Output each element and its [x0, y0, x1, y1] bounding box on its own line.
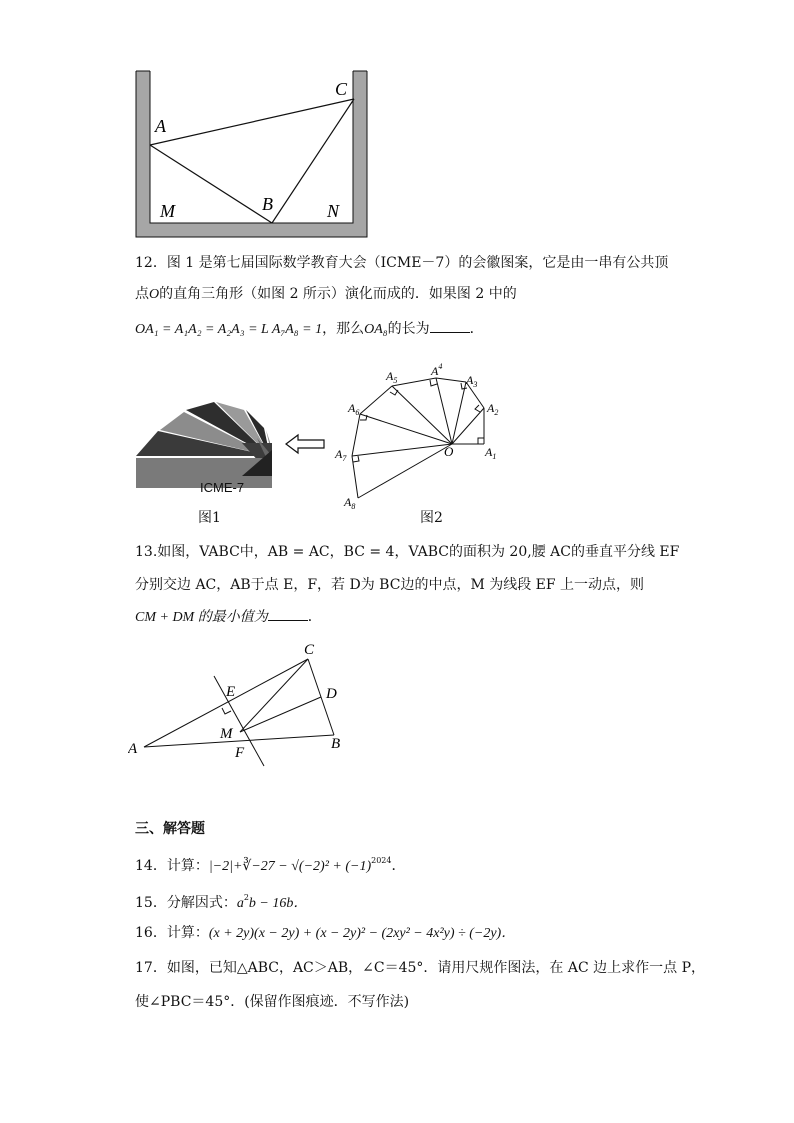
left-arrow-icon — [284, 433, 326, 455]
svg-text:A2: $A_2$ — [487, 401, 499, 417]
fig2-label-A5: A — [386, 369, 394, 383]
q13-line3-pre: CM + DM 的最小值为 — [135, 610, 268, 625]
q15-expr-a: a — [236, 896, 244, 911]
q15-expr-exp: 2 — [243, 893, 249, 902]
fig2-label-A3: A — [466, 373, 474, 387]
svg-text:A5: $A_5$ — [386, 369, 398, 385]
svg-text:A4: $A^4$ — [431, 362, 443, 378]
q13-line3 — [135, 606, 322, 628]
label-M: M — [160, 201, 175, 221]
q12-var-OA8: OA₈ — [364, 322, 388, 337]
svg-text:A6: $A_6$ — [348, 401, 360, 417]
q12-equation: OA₁ = A₁A₂ = A₂A₃ = L A₇A₈ = 1 — [135, 322, 323, 337]
q13-label-M: M — [220, 726, 233, 742]
q13-answer-blank[interactable] — [268, 606, 308, 621]
container-triangle-figure — [130, 65, 375, 245]
q13-label-C: C — [304, 642, 315, 658]
fig2-label-A7: A — [335, 447, 343, 461]
q16-line — [135, 923, 515, 944]
q12-line1: 12．图 1 是第七届国际数学教育大会（ICME－7）的会徽图案，它是由一串有公共顶 — [135, 255, 669, 271]
fig2-caption: 图2 — [420, 510, 443, 526]
fig2-label-A1: A — [485, 445, 493, 459]
label-A: A — [155, 116, 166, 136]
triangle-abc-figure — [128, 640, 368, 770]
svg-text:A3: $A_3$ — [466, 373, 478, 389]
q14-end: ． — [391, 858, 406, 874]
q12-line3-post: 的长为 — [387, 321, 430, 337]
q15-expr-rest: b − 16b． — [248, 896, 308, 911]
q12-line3-end: ． — [469, 321, 484, 337]
q13-label-F: F — [235, 745, 245, 761]
q15-line — [135, 888, 307, 914]
q12-answer-blank[interactable] — [430, 318, 470, 333]
q13-label-D: D — [326, 686, 337, 702]
label-N: N — [327, 201, 340, 221]
fig2-label-A4: A — [431, 364, 439, 378]
q14-prefix: 14．计算： — [135, 858, 209, 874]
fig2-label-A6: A — [348, 401, 356, 415]
q16-expression: (x + 2y)(x − 2y) + (x − 2y)² − (2xy² − 4x²y) ÷ (−2y)． — [208, 926, 516, 941]
q13-label-A: A — [128, 741, 138, 757]
fig1-caption: 图1 — [198, 510, 221, 526]
label-C: C — [335, 79, 348, 99]
fig2-label-A2: A — [487, 401, 495, 415]
svg-text:A1: $A_1$ — [485, 445, 497, 461]
q12-line2-post: 的直角三角形（如图 2 所示）演化而成的．如果图 2 中的 — [159, 286, 517, 302]
q13-label-B: B — [331, 736, 341, 752]
q13-line1: 13.如图，VABC中，AB = AC，BC = 4，VABC的面积为 20,腰 AC的垂直平分线 EF — [135, 544, 680, 560]
q13-line2: 分别交边 AC，AB于点 E，F，若 D为 BC边的中点，M 为线段 EF 上一动点，则 — [135, 577, 645, 593]
q13-line3-end: ． — [307, 609, 322, 625]
svg-text:A8: $A_8$ — [344, 495, 356, 511]
q17-line1: 17．如图，已知△ABC，AC＞AB，∠C＝45°．请用尺规作图法，在 AC 边上求作一点 P， — [135, 960, 706, 976]
section-title: 三、解答题 — [135, 821, 205, 837]
q12-line3-mid: ，那么 — [322, 321, 365, 337]
q12-line2-pre: 点 — [135, 286, 149, 302]
fig2-label-A8: A — [344, 495, 352, 509]
q16-prefix: 16．计算： — [135, 925, 209, 941]
q12-point-O: O — [149, 287, 160, 302]
spiral-triangles-figure — [330, 358, 510, 518]
q15-prefix: 15．分解因式： — [135, 895, 237, 911]
q12-line2 — [135, 284, 517, 305]
q17-line2: 使∠PBC＝45°．(保留作图痕迹．不写作法) — [135, 994, 410, 1010]
svg-text:A7: $A_7$ — [335, 447, 347, 463]
label-B: B — [262, 194, 273, 214]
q14-expression: |−2|+∛−27 − √(−2)² + (−1) — [208, 859, 372, 874]
q14-line — [135, 851, 405, 877]
icme-logo-label: ICME-7 — [200, 480, 245, 495]
q13-label-E: E — [226, 684, 236, 700]
q14-exponent: 2024 — [371, 856, 392, 865]
fig2-label-O: O — [444, 444, 454, 459]
q12-line3 — [135, 318, 484, 340]
